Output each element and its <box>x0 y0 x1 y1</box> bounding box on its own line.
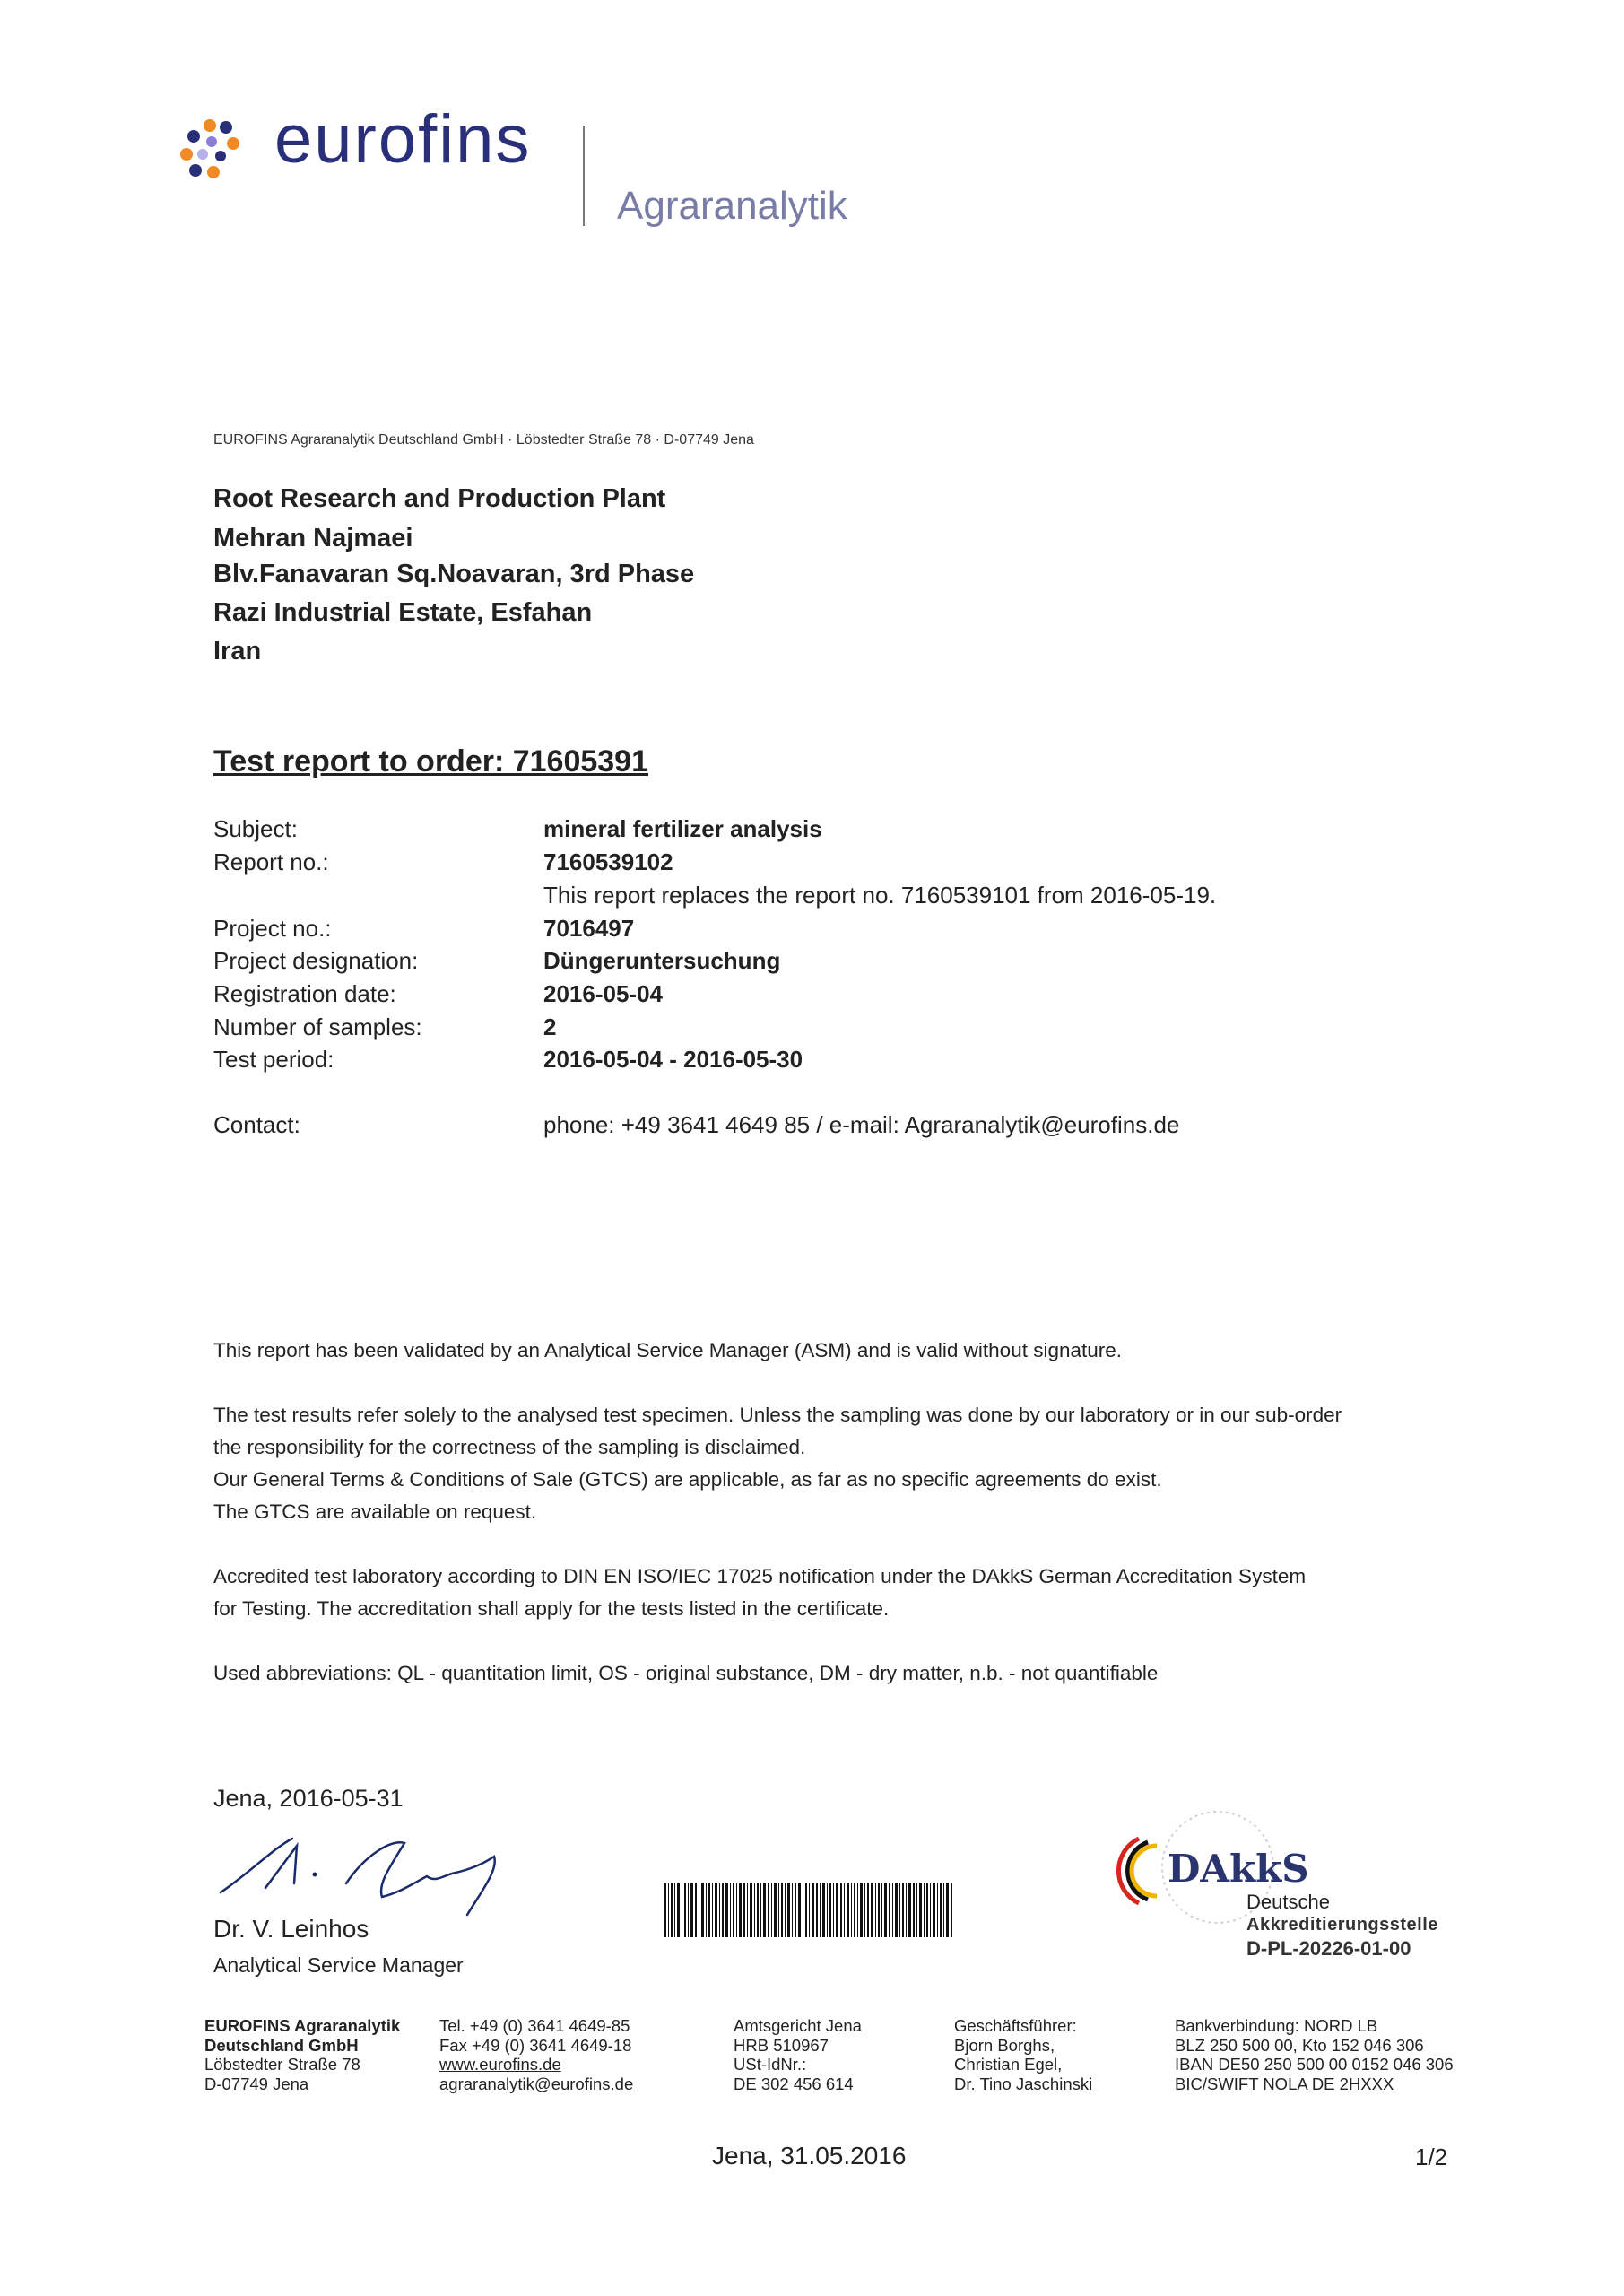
project-designation-label: Project designation: <box>213 947 419 974</box>
footer-bank-line-4: BIC/SWIFT NOLA DE 2HXXX <box>1175 2074 1394 2093</box>
footer-court-line-3: USt-IdNr.: <box>734 2055 807 2074</box>
dakks-logo-text: DAkkS <box>1168 1847 1309 1891</box>
abbreviations-text: Used abbreviations: QL - quantitation limit, OS - original substance, DM - dry matter, n.b. - not quantifiable <box>213 1662 1159 1684</box>
contact-label: Contact: <box>213 1111 300 1138</box>
contact-value: phone: +49 3641 4649 85 / e-mail: Agraranalytik@eurofins.de <box>543 1111 1180 1138</box>
registration-date-label: Registration date: <box>213 980 396 1007</box>
logo-divider <box>583 126 585 226</box>
footer-management-line-4: Dr. Tino Jaschinski <box>954 2074 1093 2093</box>
barcode <box>664 1883 952 1937</box>
samples-label: Number of samples: <box>213 1013 422 1040</box>
recipient-line-5: Iran <box>213 637 262 665</box>
footer-court-line-2: HRB 510967 <box>734 2035 829 2055</box>
footer-management-line-1: Geschäftsführer: <box>954 2016 1077 2035</box>
results-text-1: The test results refer solely to the analysed test specimen. Unless the sampling was done by our laboratory or in our sub-order <box>213 1404 1342 1426</box>
footer-bank-line-2: BLZ 250 500 00, Kto 152 046 306 <box>1175 2035 1424 2055</box>
footer-company <box>204 2016 400 2093</box>
footer-court <box>734 2016 862 2093</box>
test-period-label: Test period: <box>213 1046 334 1073</box>
validation-text: This report has been validated by an Analytical Service Manager (ASM) and is valid without signature. <box>213 1339 1123 1361</box>
signature-place-date: Jena, 2016-05-31 <box>213 1785 404 1812</box>
samples-value: 2 <box>543 1013 557 1040</box>
project-no-value: 7016497 <box>543 915 635 942</box>
accredited-text-1: Accredited test laboratory according to DIN EN ISO/IEC 17025 notification under the DAkkS German Accreditation System <box>213 1565 1307 1587</box>
test-period-value: 2016-05-04 - 2016-05-30 <box>543 1046 803 1073</box>
recipient-line-3: Blv.Fanavaran Sq.Noavaran, 3rd Phase <box>213 560 695 588</box>
accredited-text-2: for Testing. The accreditation shall apply for the tests listed in the certificate. <box>213 1597 890 1620</box>
footer-company-line-2: Deutschland GmbH <box>204 2035 359 2055</box>
sender-line: EUROFINS Agraranalytik Deutschland GmbH · Löbstedter Straße 78 · D-07749 Jena <box>213 432 754 448</box>
footer-email: agraranalytik@eurofins.de <box>439 2074 634 2093</box>
project-designation-value: Düngeruntersuchung <box>543 947 781 974</box>
footer-website-link[interactable]: www.eurofins.de <box>439 2055 561 2074</box>
footer-management <box>954 2016 1092 2093</box>
signer-name: Dr. V. Leinhos <box>213 1915 369 1943</box>
footer-contact <box>439 2016 633 2093</box>
recipient-line-2: Mehran Najmaei <box>213 524 413 552</box>
report-no-value: 7160539102 <box>543 848 673 875</box>
results-text-4: The GTCS are available on request. <box>213 1500 537 1523</box>
dakks-name-2: Akkreditierungsstelle <box>1246 1915 1438 1935</box>
dakks-name-1: Deutsche <box>1246 1891 1330 1913</box>
recipient-line-1: Root Research and Production Plant <box>213 484 666 513</box>
footer-court-line-4: DE 302 456 614 <box>734 2074 854 2093</box>
project-no-label: Project no.: <box>213 915 332 942</box>
footer-management-line-2: Bjorn Borghs, <box>954 2035 1055 2055</box>
handwritten-signature <box>212 1821 517 1928</box>
replaces-note: This report replaces the report no. 7160539101 from 2016-05-19. <box>543 882 1217 909</box>
page-number: 1/2 <box>1415 2144 1448 2170</box>
dakks-code: D-PL-20226-01-00 <box>1246 1937 1411 1960</box>
footer-management-line-3: Christian Egel, <box>954 2055 1063 2074</box>
footer-bank-line-3: IBAN DE50 250 500 00 0152 046 306 <box>1175 2055 1454 2074</box>
footer-tel: Tel. +49 (0) 3641 4649-85 <box>439 2016 630 2035</box>
footer-company-line-1: EUROFINS Agraranalytik <box>204 2016 401 2035</box>
logo-subtitle: Agraranalytik <box>617 184 847 228</box>
eurofins-logo-icon <box>178 118 255 185</box>
registration-date-value: 2016-05-04 <box>543 980 663 1007</box>
footer-company-line-4: D-07749 Jena <box>204 2074 309 2093</box>
footer-bank <box>1175 2016 1454 2093</box>
signer-role: Analytical Service Manager <box>213 1953 464 1977</box>
subject-label: Subject: <box>213 815 298 842</box>
report-title: Test report to order: 71605391 <box>213 744 648 778</box>
footer-court-line-1: Amtsgericht Jena <box>734 2016 862 2035</box>
subject-value: mineral fertilizer analysis <box>543 815 822 842</box>
footer-company-line-3: Löbstedter Straße 78 <box>204 2055 360 2074</box>
bottom-date: Jena, 31.05.2016 <box>712 2142 907 2170</box>
footer-bank-line-1: Bankverbindung: NORD LB <box>1175 2016 1378 2035</box>
report-no-label: Report no.: <box>213 848 329 875</box>
recipient-line-4: Razi Industrial Estate, Esfahan <box>213 598 593 627</box>
logo-wordmark: eurofins <box>274 101 532 178</box>
results-text-2: the responsibility for the correctness of the sampling is disclaimed. <box>213 1436 806 1458</box>
results-text-3: Our General Terms & Conditions of Sale (GTCS) are applicable, as far as no specific agreements do exist. <box>213 1468 1162 1491</box>
footer-fax: Fax +49 (0) 3641 4649-18 <box>439 2035 632 2055</box>
